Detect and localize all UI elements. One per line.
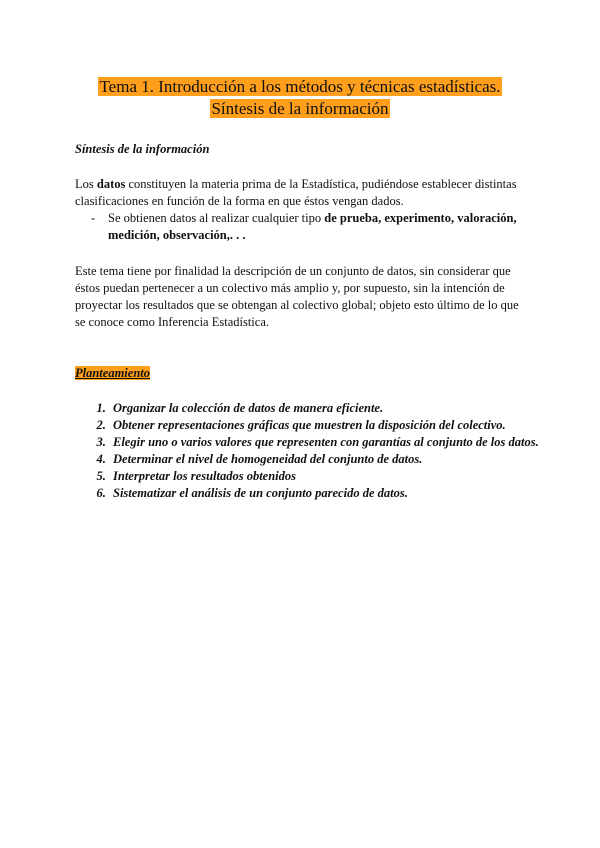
bullet-dash: - [91, 211, 96, 225]
planteamiento-heading-wrap [75, 366, 150, 381]
para1-pre: Los [75, 177, 97, 191]
list-item: 1. Organizar la colección de datos de manera eficiente. [109, 400, 569, 417]
title-line-1: Tema 1. Introducción a los métodos y técnicas estadísticas. [99, 77, 501, 96]
para1-post: constituyen la materia prima de la Estadística, pudiéndose establecer distintas clasificaciones en función de la forma en que éstos vengan dados. [75, 177, 517, 208]
sintesis-paragraph-1 [75, 176, 525, 210]
sintesis-heading: Síntesis de la información [75, 142, 210, 156]
list-item: 4. Determinar el nivel de homogeneidad del conjunto de datos. [109, 451, 569, 468]
document-title [0, 76, 600, 120]
bullet-bold: de prueba, experimento, valoración, medición, observación,. . . [108, 211, 517, 242]
planteamiento-list [75, 400, 569, 502]
bullet-item [91, 210, 521, 244]
list-item: 6. Sistematizar el análisis de un conjunto parecido de datos. [109, 485, 569, 502]
list-item: 2. Obtener representaciones gráficas que muestren la disposición del colectivo. [109, 417, 569, 434]
list-item: 5. Interpretar los resultados obtenidos [109, 468, 569, 485]
sintesis-paragraph-2: Este tema tiene por finalidad la descripción de un conjunto de datos, sin considerar que éstos puedan pertenecer a un colectivo más amplio y, por supuesto, sin la intención de proyectar los resultados que se obtengan al colectivo global; objeto esto último de lo que se conoce como Inferencia Estadística. [75, 264, 519, 329]
list-item: 3. Elegir uno o varios valores que representen con garantías al conjunto de los datos. [109, 434, 569, 451]
planteamiento-heading: Planteamiento [75, 366, 150, 380]
bullet-pre: Se obtienen datos al realizar cualquier tipo [108, 211, 325, 225]
title-line-2: Síntesis de la información [211, 99, 389, 118]
bullet-text [91, 210, 521, 244]
para1-bold: datos [96, 177, 126, 191]
